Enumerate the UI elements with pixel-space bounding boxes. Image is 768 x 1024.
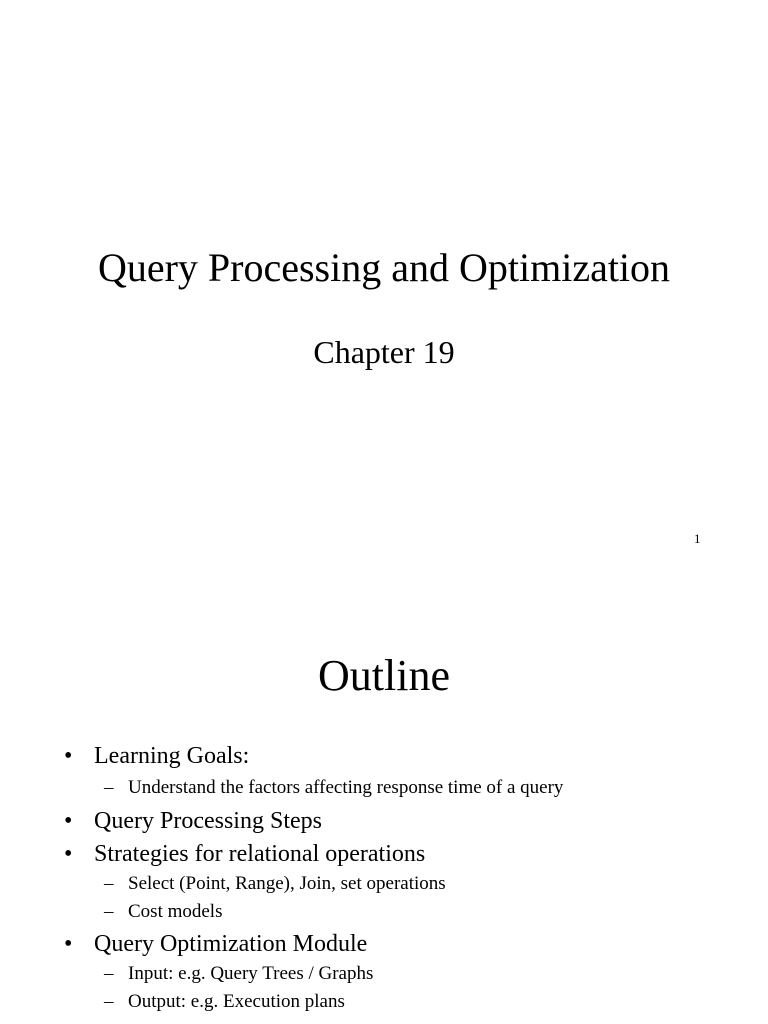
bullet-icon: • xyxy=(64,743,73,769)
outline-slide xyxy=(0,576,768,1024)
page-number: 1 xyxy=(694,531,701,546)
dash-icon: – xyxy=(104,991,114,1012)
bullet-icon: • xyxy=(64,808,73,834)
bullet-icon: • xyxy=(64,841,73,867)
dash-icon: – xyxy=(104,873,114,894)
sub-list-item-label: Cost models xyxy=(128,901,223,922)
list-item-label: Query Optimization Module xyxy=(94,931,368,957)
dash-icon: – xyxy=(104,963,114,984)
bullet-icon: • xyxy=(64,931,73,957)
slide-title: Query Processing and Optimization xyxy=(97,245,671,290)
sub-list-item-label: Output: e.g. Execution plans xyxy=(128,991,345,1012)
sub-list-item-label: Understand the factors affecting response time of a query xyxy=(128,777,564,798)
slide-subtitle: Chapter 19 xyxy=(313,334,455,370)
sub-list-item-label: Input: e.g. Query Trees / Graphs xyxy=(128,963,374,984)
list-item-label: Strategies for relational operations xyxy=(94,841,426,867)
sub-list-item-label: Select (Point, Range), Join, set operations xyxy=(128,873,446,894)
list-item-label: Learning Goals: xyxy=(94,743,250,769)
dash-icon: – xyxy=(104,777,114,798)
list-item-label: Query Processing Steps xyxy=(94,808,322,834)
dash-icon: – xyxy=(104,901,114,922)
outline-title: Outline xyxy=(318,651,450,700)
